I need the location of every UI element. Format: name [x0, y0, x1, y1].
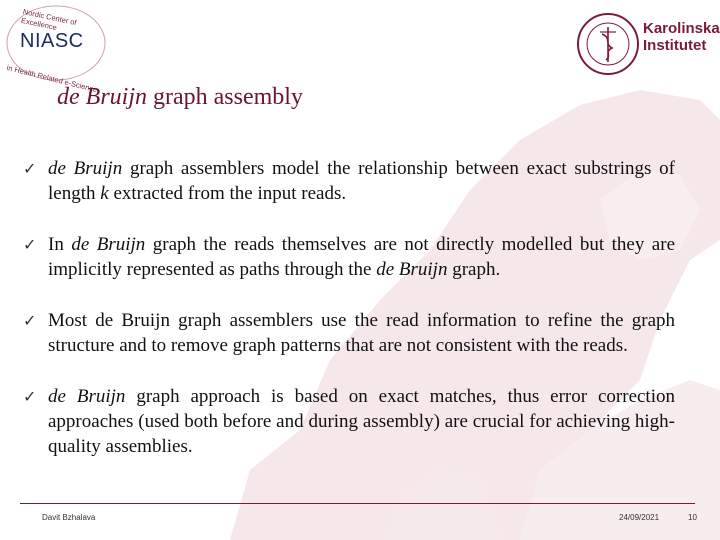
karolinska-seal-icon — [576, 12, 640, 76]
bullet-text-segment: In — [48, 234, 72, 255]
niasc-logo — [0, 0, 112, 95]
footer-date: 24/09/2021 — [619, 513, 660, 522]
bullet-list — [23, 156, 675, 485]
niasc-arc-bottom-text: in Health Related e-Science — [5, 63, 99, 95]
bullet-text-segment: de Bruijn — [48, 158, 123, 179]
bullet-item — [23, 308, 675, 358]
bullet-text-segment: graph the reads themselves are not directly modelled but they are implicitly represented as paths through the — [48, 234, 675, 280]
checkmark-icon: ✓ — [23, 235, 37, 254]
bullet-text-segment: graph approach is based on exact matches, thus error correction approaches (used both before and during assembly) are crucial for achieving high-quality assemblies. — [48, 386, 675, 457]
bullet-text-segment: extracted from the input reads. — [108, 183, 347, 204]
bullet-text-segment: de Bruijn — [376, 259, 448, 280]
karolinska-name-line1: Karolinska — [643, 20, 720, 37]
bullet-text-segment: graph assemblers model the relationship between exact substrings of length — [48, 158, 675, 204]
bullet-item — [23, 156, 675, 206]
slide-title-rest: graph assembly — [147, 84, 303, 110]
niasc-wordmark: NIASC — [20, 30, 84, 52]
bullet-item — [23, 384, 675, 459]
footer-author: Davit Bzhalava — [42, 513, 96, 522]
checkmark-icon: ✓ — [23, 387, 37, 406]
niasc-arc-top-text: Nordic Center of Excellence — [20, 7, 78, 33]
bullet-text-segment: de Bruijn — [48, 386, 126, 407]
slide-title — [57, 84, 303, 111]
bullet-text-segment: Most de Bruijn graph assemblers use the read information to refine the graph structure and to remove graph patterns that are not consistent with the reads. — [48, 310, 675, 356]
slide-title-italic: de Bruijn — [57, 84, 147, 110]
karolinska-name-line2: Institutet — [643, 37, 707, 54]
checkmark-icon: ✓ — [23, 159, 37, 178]
checkmark-icon: ✓ — [23, 311, 37, 330]
bullet-text-segment: de Bruijn — [71, 234, 146, 255]
karolinska-wordmark — [643, 20, 720, 54]
bullet-text-segment: k — [100, 183, 109, 204]
bullet-text-segment: graph. — [447, 259, 501, 280]
footer-page-number: 10 — [688, 513, 697, 522]
bullet-item — [23, 232, 675, 282]
footer-divider — [20, 503, 695, 504]
